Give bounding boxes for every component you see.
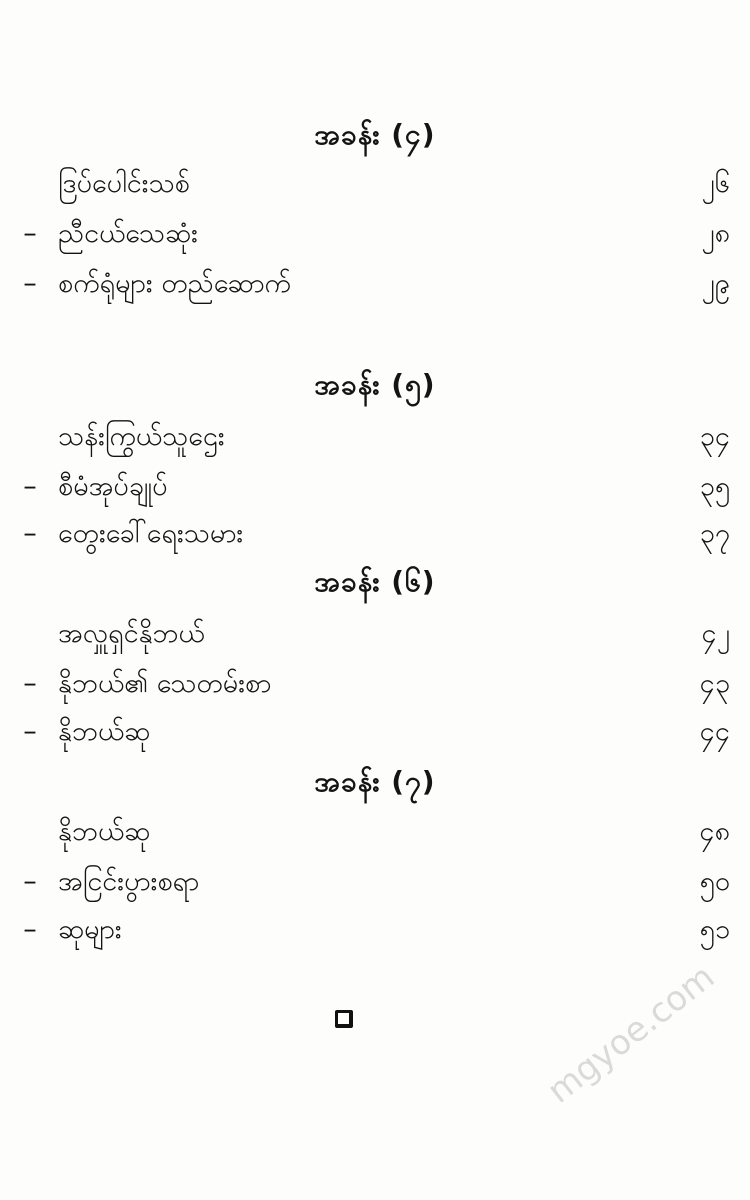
entry-dash: – — [23, 866, 37, 897]
entry-title: အငြင်းပွားစရာ — [58, 866, 200, 897]
entry-page-number: ၂၆ — [701, 168, 730, 199]
entry-dash: – — [23, 471, 37, 502]
entry-dash: – — [23, 518, 37, 549]
toc-entry — [0, 465, 750, 509]
entry-title: ဆုများ — [58, 914, 122, 945]
toc-entry — [0, 415, 750, 459]
chapter-heading: အခန်း (၄) — [314, 118, 436, 151]
chapter-heading: အခန်း (၅) — [314, 368, 436, 401]
entry-dash: – — [23, 914, 37, 945]
entry-page-number: ၄၄ — [699, 716, 730, 747]
entry-dash: – — [23, 716, 37, 747]
entry-title: ဒြပ်ပေါင်းသစ် — [58, 168, 190, 199]
chapter-heading: အခန်း (၇) — [314, 765, 436, 798]
end-square-icon — [335, 1010, 353, 1028]
entry-page-number: ၄၂ — [701, 618, 730, 649]
entry-title: နိုဘယ်၏ သေတမ်းစာ — [58, 668, 272, 699]
watermark: mgyoe.com — [540, 956, 723, 1112]
entry-page-number: ၃၅ — [699, 471, 730, 502]
entry-title: စက်ရုံများ တည်ဆောက် — [58, 268, 291, 299]
entry-dash: – — [23, 668, 37, 699]
toc-entry — [0, 162, 750, 206]
entry-dash: – — [23, 268, 37, 299]
entry-page-number: ၄၃ — [699, 668, 730, 699]
entry-page-number: ၃၄ — [699, 421, 730, 452]
toc-entry — [0, 512, 750, 556]
toc-entry — [0, 612, 750, 656]
entry-title: နိုဘယ်ဆု — [58, 816, 151, 847]
toc-entry — [0, 262, 750, 306]
toc-entry — [0, 212, 750, 256]
entry-title: သန်းကြွယ်သူဌေး — [58, 421, 225, 452]
entry-title: နိုဘယ်ဆု — [58, 716, 151, 747]
toc-entry — [0, 662, 750, 706]
toc-entry — [0, 908, 750, 952]
entry-page-number: ၅၁ — [699, 914, 730, 945]
toc-entry — [0, 860, 750, 904]
entry-title: အလှူရှင်နိုဘယ် — [58, 618, 205, 649]
toc-entry — [0, 710, 750, 754]
entry-page-number: ၅၀ — [699, 866, 730, 897]
entry-title: ညီငယ်သေဆုံး — [58, 218, 198, 249]
entry-dash: – — [23, 218, 37, 249]
entry-page-number: ၂၈ — [701, 218, 730, 249]
toc-entry — [0, 810, 750, 854]
entry-title: တွေးခေါ်ရေးသမား — [58, 518, 244, 549]
entry-page-number: ၄၈ — [699, 816, 730, 847]
chapter-heading: အခန်း (၆) — [314, 565, 436, 598]
entry-page-number: ၃၇ — [699, 518, 730, 549]
entry-title: စီမံအုပ်ချုပ် — [58, 471, 168, 502]
entry-page-number: ၂၉ — [701, 268, 730, 299]
